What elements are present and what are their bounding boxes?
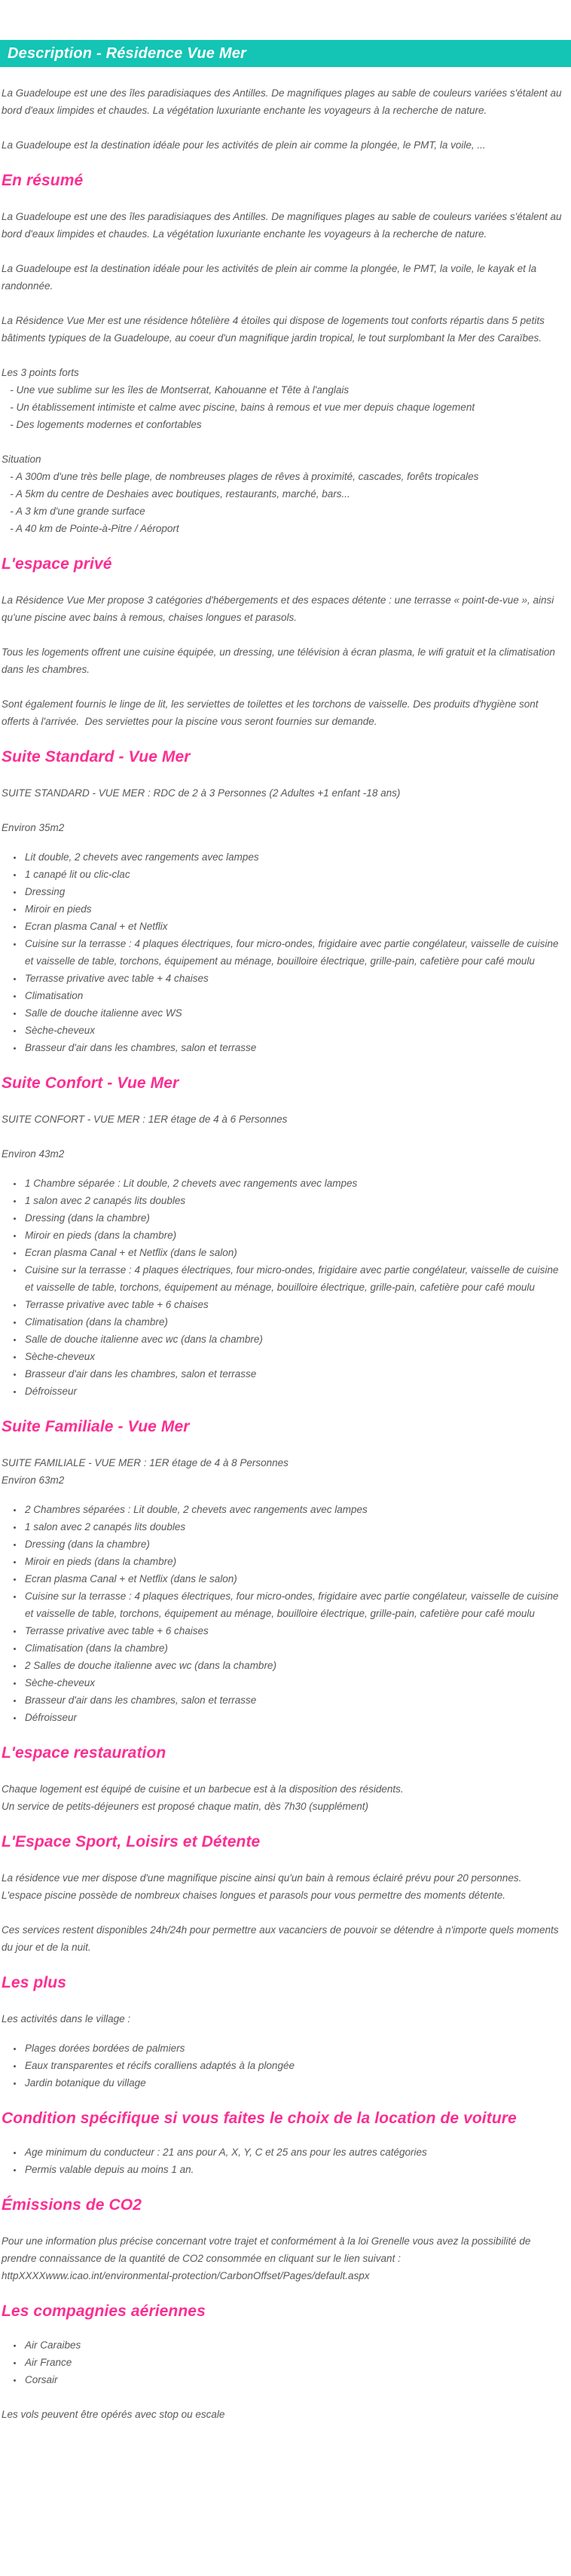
section (2, 1743, 565, 1815)
section (2, 171, 565, 537)
paragraph (2, 1145, 565, 1163)
paragraph (2, 451, 565, 537)
section (2, 1832, 565, 1956)
list-item: • Dressing (23, 883, 565, 900)
text-line: - A 40 km de Pointe-à-Pitre / Aéroport (2, 523, 179, 534)
text-line: - Un établissement intimiste et calme avec piscine, bains à remous et vue mer depuis chaque logement (2, 402, 475, 413)
list-item: • Miroir en pieds (dans la chambre) (23, 1227, 565, 1244)
list-item: • 1 salon avec 2 canapés lits doubles (23, 1518, 565, 1536)
text-line: - Des logements modernes et confortables (2, 419, 202, 430)
text-line: - Une vue sublime sur les îles de Montserrat, Kahouanne et Tête à l'anglais (2, 384, 350, 396)
description-page (0, 40, 571, 2576)
list-item: • Age minimum du conducteur : 21 ans pour A, X, Y, C et 25 ans pour les autres catégories (23, 2144, 565, 2161)
paragraph (2, 2232, 565, 2284)
text-line: SUITE STANDARD - VUE MER : RDC de 2 à 3 Personnes (2 Adultes +1 enfant -18 ans) (2, 787, 401, 799)
paragraph (2, 260, 565, 295)
text-line: Un service de petits-déjeuners est proposé chaque matin, dès 7h30 (supplément) (2, 1801, 369, 1812)
section (2, 2196, 565, 2284)
text-line: - A 5km du centre de Deshaies avec boutiques, restaurants, marché, bars... (2, 488, 350, 500)
list-item: • Salle de douche italienne avec wc (dans la chambre) (23, 1331, 565, 1348)
text-line: prendre connaissance de la quantité de CO2 consommée en cliquant sur le lien suivant : (2, 2253, 401, 2264)
list-item: • Cuisine sur la terrasse : 4 plaques électriques, four micro-ondes, frigidaire avec partie congélateur, vaisselle de cuisine et vaisselle de table, torchons, équipement au ménage, bouilloire électrique, grille-pain, cafetière pour café moulu (23, 1261, 565, 1296)
list-item: • 1 canapé lit ou clic-clac (23, 866, 565, 883)
section (2, 555, 565, 730)
text-line: La Résidence Vue Mer propose 3 catégories d'hébergements et des espaces détente : une terrasse « point-de-vue », ainsi qu'une piscine avec bains à remous, chaises longues et parasols. (2, 594, 557, 623)
section-heading: Condition spécifique si vous faites le choix de la location de voiture (2, 2110, 517, 2127)
list-item: • Sèche-cheveux (23, 1348, 565, 1365)
list-item: • Terrasse privative avec table + 6 chaises (23, 1622, 565, 1639)
list-item: • Dressing (dans la chambre) (23, 1209, 565, 1227)
list-item: • Jardin botanique du village (23, 2074, 565, 2092)
list-item: • Air Caraibes (23, 2336, 565, 2354)
paragraph (2, 1869, 565, 1904)
section-title-banner (0, 40, 571, 67)
paragraph (2, 136, 565, 154)
bullet-list (2, 848, 565, 1056)
list-item: • 2 Salles de douche italienne avec wc (dans la chambre) (23, 1657, 565, 1674)
page-title: Description - Résidence Vue Mer (8, 44, 247, 62)
section-heading: Suite Confort - Vue Mer (2, 1074, 179, 1092)
section-heading: Suite Standard - Vue Mer (2, 748, 191, 765)
section-heading: Émissions de CO2 (2, 2196, 142, 2214)
text-line: Ces services restent disponibles 24h/24h pour permettre aux vacanciers de pouvoir se détendre à n'importe quels moments du jour et de la nuit. (2, 1924, 562, 1953)
section (2, 1417, 565, 1726)
list-item: • Cuisine sur la terrasse : 4 plaques électriques, four micro-ondes, frigidaire avec partie congélateur, vaisselle de cuisine et vaisselle de table, torchons, équipement au ménage, bouilloire électrique, grille-pain, cafetière pour café moulu (23, 935, 565, 970)
paragraph (2, 312, 565, 347)
paragraph (2, 2010, 565, 2027)
paragraph (2, 2406, 565, 2423)
bullet-list (2, 2144, 565, 2178)
list-item: • Dressing (dans la chambre) (23, 1536, 565, 1553)
text-line: Les vols peuvent être opérés avec stop ou escale (2, 2409, 225, 2420)
list-item: • Lit double, 2 chevets avec rangements avec lampes (23, 848, 565, 866)
section-heading: L'espace privé (2, 555, 112, 573)
list-item: • Miroir en pieds (23, 900, 565, 918)
text-line: httpXXXXwww.icao.int/environmental-protection/CarbonOffset/Pages/default.aspx (2, 2270, 370, 2281)
section (2, 1074, 565, 1400)
content (0, 84, 571, 2463)
list-item: • Ecran plasma Canal + et Netflix (23, 918, 565, 935)
text-line: La Guadeloupe est une des îles paradisiaques des Antilles. De magnifiques plages au sable de couleurs variées s'étalent au bord d'eaux limpides et chaudes. La végétation luxuriante enchante les voyageurs à la recherche de nature. (2, 211, 565, 240)
text-line: SUITE CONFORT - VUE MER : 1ER étage de 4 à 6 Personnes (2, 1114, 288, 1125)
paragraph (2, 1780, 565, 1815)
text-line: La Guadeloupe est une des îles paradisiaques des Antilles. De magnifiques plages au sable de couleurs variées s'étalent au bord d'eaux limpides et chaudes. La végétation luxuriante enchante les voyageurs à la recherche de nature. (2, 87, 565, 116)
text-line: Tous les logements offrent une cuisine équipée, un dressing, une télévision à écran plasma, le wifi gratuit et la climatisation dans les chambres. (2, 646, 558, 675)
list-item: • Ecran plasma Canal + et Netflix (dans le salon) (23, 1244, 565, 1261)
text-line: Environ 35m2 (2, 822, 65, 833)
list-item: • 1 Chambre séparée : Lit double, 2 chevets avec rangements avec lampes (23, 1175, 565, 1192)
paragraph (2, 208, 565, 243)
text-line: SUITE FAMILIALE - VUE MER : 1ER étage de 4 à 8 Personnes (2, 1457, 289, 1468)
text-line: - A 300m d'une très belle plage, de nombreuses plages de rêves à proximité, cascades, forêts tropicales (2, 471, 479, 482)
section (2, 1973, 565, 2092)
bullet-list (2, 1501, 565, 1726)
paragraph (2, 364, 565, 433)
paragraph (2, 1921, 565, 1956)
paragraph (2, 1111, 565, 1128)
list-item: • Ecran plasma Canal + et Netflix (dans le salon) (23, 1570, 565, 1587)
list-item: • Salle de douche italienne avec WS (23, 1004, 565, 1022)
text-line: Pour une information plus précise concernant votre trajet et conformément à la loi Grenelle vous avez la possibilité de (2, 2235, 531, 2247)
list-item: • Terrasse privative avec table + 6 chaises (23, 1296, 565, 1313)
paragraph (2, 643, 565, 678)
list-item: • Défroisseur (23, 1383, 565, 1400)
paragraph (2, 1454, 565, 1489)
text-line: Les 3 points forts (2, 367, 79, 378)
section-heading: Les compagnies aériennes (2, 2303, 206, 2320)
list-item: • Brasseur d'air dans les chambres, salon et terrasse (23, 1365, 565, 1383)
list-item: • Permis valable depuis au moins 1 an. (23, 2161, 565, 2178)
list-item: • 1 salon avec 2 canapés lits doubles (23, 1192, 565, 1209)
bullet-list (2, 2040, 565, 2092)
text-line: La Résidence Vue Mer est une résidence hôtelière 4 étoiles qui dispose de logements tout conforts répartis dans 5 petits bâtiments typiques de la Guadeloupe, au coeur d'un magnifique jardin tropical, le tout surplombant la Mer des Caraïbes. (2, 315, 548, 344)
bullet-list (2, 2336, 565, 2388)
list-item: • Climatisation (dans la chambre) (23, 1639, 565, 1657)
section (2, 2109, 565, 2178)
list-item: • Terrasse privative avec table + 4 chaises (23, 970, 565, 987)
list-item: • Brasseur d'air dans les chambres, salon et terrasse (23, 1691, 565, 1709)
section (2, 84, 565, 154)
text-line: Environ 43m2 (2, 1148, 65, 1160)
list-item: • Climatisation (23, 987, 565, 1004)
text-line: Situation (2, 454, 41, 465)
text-line: La résidence vue mer dispose d'une magnifique piscine ainsi qu'un bain à remous éclairé prévu pour 20 personnes. (2, 1872, 522, 1884)
list-item: • Cuisine sur la terrasse : 4 plaques électriques, four micro-ondes, frigidaire avec partie congélateur, vaisselle de cuisine et vaisselle de table, torchons, équipement au ménage, bouilloire électrique, grille-pain, cafetière pour café moulu (23, 1587, 565, 1622)
text-line: Les activités dans le village : (2, 2013, 131, 2024)
paragraph (2, 819, 565, 836)
paragraph (2, 695, 565, 730)
bullet-list (2, 1175, 565, 1400)
list-item: • Sèche-cheveux (23, 1022, 565, 1039)
paragraph (2, 784, 565, 802)
paragraph (2, 591, 565, 626)
list-item: • Corsair (23, 2371, 565, 2388)
list-item: • Eaux transparentes et récifs coralliens adaptés à la plongée (23, 2057, 565, 2074)
list-item: • Sèche-cheveux (23, 1674, 565, 1691)
text-line: La Guadeloupe est la destination idéale pour les activités de plein air comme la plongée, le PMT, la voile, le kayak et la randonnée. (2, 263, 539, 292)
list-item: • Miroir en pieds (dans la chambre) (23, 1553, 565, 1570)
list-item: • Défroisseur (23, 1709, 565, 1726)
text-line: L'espace piscine possède de nombreux chaises longues et parasols pour vous permettre des moments détente. (2, 1890, 505, 1901)
list-item: • Climatisation (dans la chambre) (23, 1313, 565, 1331)
section-heading: Les plus (2, 1974, 66, 1991)
list-item: • Plages dorées bordées de palmiers (23, 2040, 565, 2057)
section-heading: En résumé (2, 172, 84, 189)
list-item: • Air France (23, 2354, 565, 2371)
section-heading: L'Espace Sport, Loisirs et Détente (2, 1833, 261, 1850)
paragraph (2, 84, 565, 119)
list-item: • Brasseur d'air dans les chambres, salon et terrasse (23, 1039, 565, 1056)
text-line: Environ 63m2 (2, 1474, 65, 1486)
section (2, 747, 565, 1056)
section-heading: Suite Familiale - Vue Mer (2, 1418, 190, 1435)
section (2, 2302, 565, 2423)
list-item: • 2 Chambres séparées : Lit double, 2 chevets avec rangements avec lampes (23, 1501, 565, 1518)
text-line: - A 3 km d'une grande surface (2, 506, 145, 517)
section-heading: L'espace restauration (2, 1744, 166, 1762)
text-line: Sont également fournis le linge de lit, les serviettes de toilettes et les torchons de vaisselle. Des produits d'hygiène sont offerts à l'arrivée. Des serviettes pour la piscine vous seront fournies sur demande. (2, 698, 542, 727)
text-line: Chaque logement est équipé de cuisine et un barbecue est à la disposition des résidents. (2, 1783, 404, 1795)
text-line: La Guadeloupe est la destination idéale pour les activités de plein air comme la plongée, le PMT, la voile, ... (2, 139, 486, 151)
